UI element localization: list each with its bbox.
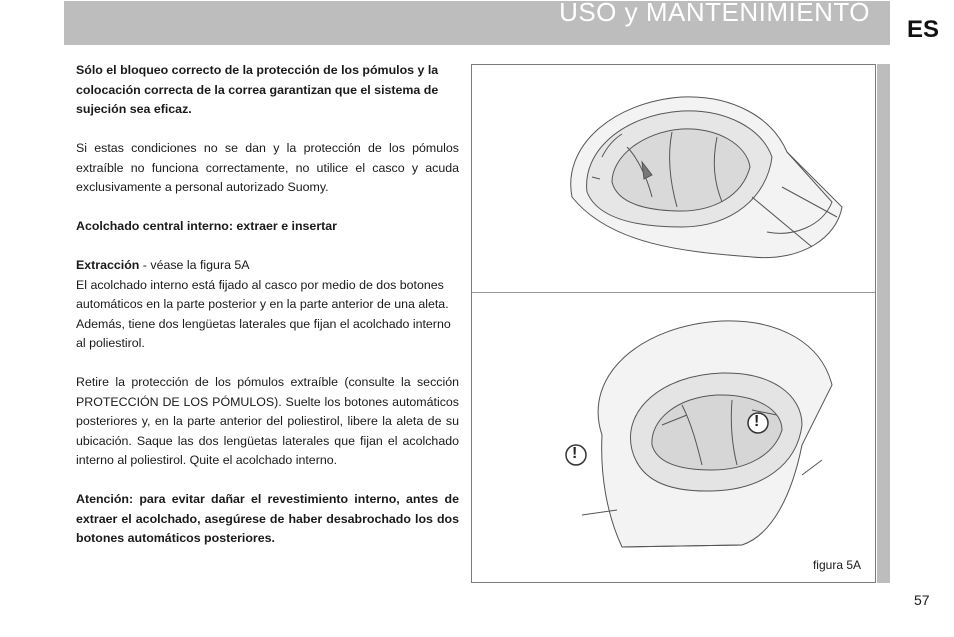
paragraph-conditions: Si estas condiciones no se dan y la protección de los pómulos extraíble no funciona correctamente, no utilice el casco y acuda exclusivamente a personal autorizado Suomy.	[76, 141, 459, 194]
extraction-figure-ref: - véase la figura 5A	[139, 258, 250, 272]
page-number: 57	[914, 592, 930, 608]
warning-symbol-right: !	[754, 413, 760, 430]
section-heading: Acolchado central interno: extraer e insertar	[76, 219, 337, 233]
text-column	[76, 61, 459, 568]
figure-divider	[472, 292, 875, 293]
header-bar	[64, 1, 890, 45]
paragraph-extraction	[76, 256, 459, 354]
figure-side-shade	[877, 64, 890, 583]
paragraph-lock-note: Sólo el bloqueo correcto de la protección de los pómulos y la colocación correcta de la correa garantizan que el sistema de sujeción sea eficaz.	[76, 63, 439, 116]
helmet-top-illustration	[552, 87, 852, 277]
paragraph-warning: Atención: para evitar dañar el revestimiento interno, antes de extraer el acolchado, asegúrese de haber desabrochado los dos botones automáticos posteriores.	[76, 492, 459, 545]
figure-caption: figura 5A	[812, 558, 861, 572]
extraction-text: El acolchado interno está fijado al casco por medio de dos botones automáticos en la parte posterior y en la parte anterior de una aleta. Además, tiene dos lengüetas laterales que fijan el acolchado interno al poliestirol.	[76, 277, 451, 350]
extraction-label: Extracción	[76, 258, 140, 272]
paragraph-remove-steps: Retire la protección de los pómulos extraíble (consulte la sección PROTECCIÓN DE LOS PÓMULOS). Suelte los botones automáticos posteriores y, en la parte anterior del poliestirol, libere la aleta de su ubicación. Saque las dos lengüetas laterales que fijan el acolchado interno al poliestirol. Quite el acolchado interno.	[76, 375, 459, 467]
section-title: USO y MANTENIMIENTO	[559, 0, 870, 27]
language-code: ES	[907, 16, 940, 43]
figure-frame	[471, 64, 876, 583]
warning-symbol-left: !	[572, 445, 578, 462]
helmet-bottom-illustration	[562, 315, 862, 555]
